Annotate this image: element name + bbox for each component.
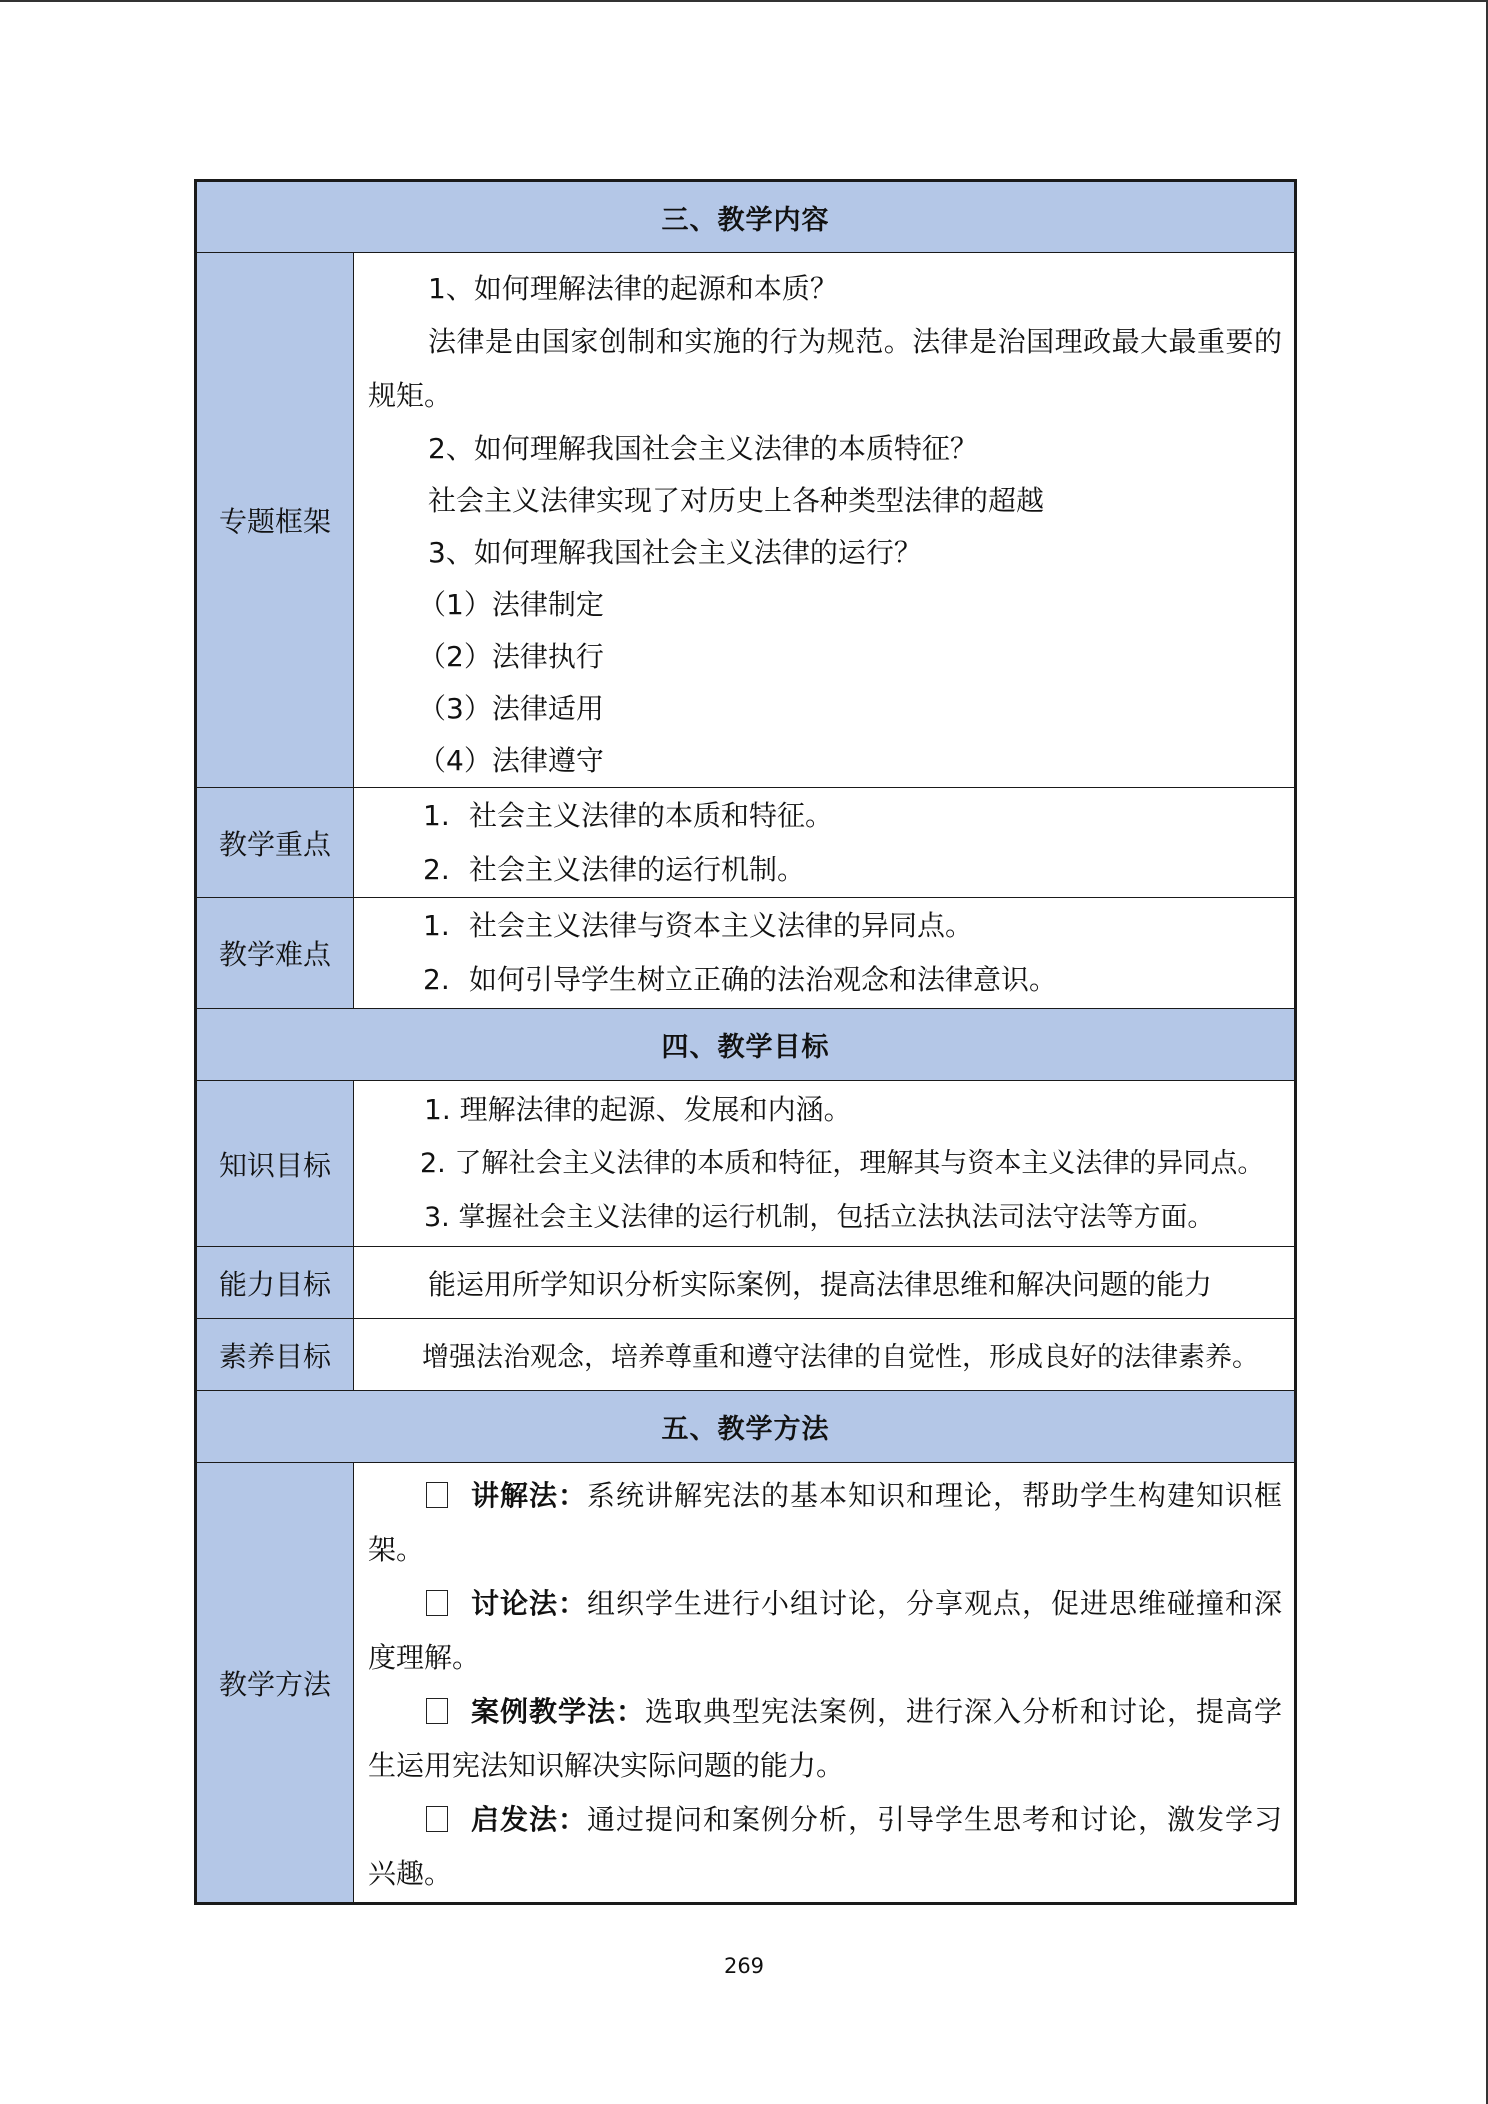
checkbox-bullet-icon [426,1590,448,1616]
key-points-label: 教学重点 [196,788,354,898]
method-4-desc: 通过提问和案例分析，引导学生思考和讨论，激发学习兴趣。 [368,1803,1282,1890]
ability-content [354,1247,1296,1319]
difficulties-label: 教学难点 [196,898,354,1009]
method-item-2 [368,1577,1282,1685]
section5-header-row [196,1391,1296,1463]
section4-title: 四、教学目标 [196,1009,1296,1081]
method-item-3 [368,1685,1282,1793]
section4-header-row [196,1009,1296,1081]
knowledge-item-1: 1. 理解法律的起源、发展和内涵。 [424,1092,852,1126]
lesson-plan-table [194,179,1297,1905]
method-item-1 [368,1469,1282,1577]
section5-title: 五、教学方法 [196,1391,1296,1463]
key-point-1-text: 社会主义法律的本质和特征。 [469,798,834,832]
method-1-name: 讲解法： [470,1479,587,1512]
framework-item-4: （4）法律遵守 [418,744,604,777]
difficulty-2-text: 如何引导学生树立正确的法治观念和法律意识。 [469,963,1058,996]
framework-item-3: （3）法律适用 [418,692,604,725]
difficulty-1 [368,899,1282,953]
difficulties-content [354,898,1296,1009]
method-item-4 [368,1793,1282,1901]
method-3-name: 案例教学法： [470,1695,645,1728]
framework-content [354,253,1296,788]
key-point-1-num: 1. [423,798,450,832]
framework-row [196,253,1296,788]
ability-text: 能运用所学知识分析实际案例，提高法律思维和解决问题的能力 [428,1267,1213,1301]
key-point-2 [368,843,1282,897]
method-1-desc: 系统讲解宪法的基本知识和理论，帮助学生构建知识框架。 [368,1479,1282,1566]
difficulty-2 [368,953,1282,1007]
method-3-desc: 选取典型宪法案例，进行深入分析和讨论，提高学生运用宪法知识解决实际问题的能力。 [368,1695,1282,1782]
section3-header-row [196,181,1296,253]
literacy-label: 素养目标 [196,1319,354,1391]
knowledge-row [196,1081,1296,1247]
checkbox-bullet-icon [426,1698,448,1724]
checkbox-bullet-icon [426,1482,448,1508]
page-top-border [0,0,1488,2]
methods-row [196,1463,1296,1904]
difficulty-2-num: 2. [423,963,450,996]
method-2-name: 讨论法： [470,1587,587,1620]
framework-a1: 法律是由国家创制和实施的行为规范。法律是治国理政最大最重要的规矩。 [368,325,1282,412]
framework-q3: 3、如何理解我国社会主义法律的运行？ [428,536,922,569]
framework-q2: 2、如何理解我国社会主义法律的本质特征？ [428,432,978,465]
knowledge-content [354,1081,1296,1247]
framework-item-1: （1）法律制定 [418,588,604,621]
framework-a2: 社会主义法律实现了对历史上各种类型法律的超越 [428,484,1045,517]
key-points-content [354,788,1296,898]
method-2-desc: 组织学生进行小组讨论，分享观点，促进思维碰撞和深度理解。 [368,1587,1282,1674]
framework-item-2: （2）法律执行 [418,640,604,673]
key-point-2-num: 2. [423,852,450,886]
difficulty-1-text: 社会主义法律与资本主义法律的异同点。 [469,909,974,942]
literacy-text: 增强法治观念，培养尊重和遵守法律的自觉性，形成良好的法律素养。 [422,1342,1259,1373]
key-point-2-text: 社会主义法律的运行机制。 [469,852,806,886]
key-points-row [196,788,1296,898]
methods-content [354,1463,1296,1904]
method-4-name: 启发法： [470,1803,587,1836]
literacy-content [354,1319,1296,1391]
key-point-1 [368,789,1282,843]
knowledge-item-2: 2. 了解社会主义法律的本质和特征，理解其与资本主义法律的异同点。 [420,1147,1265,1179]
knowledge-item-3: 3. 掌握社会主义法律的运行机制，包括立法执法司法守法等方面。 [424,1201,1215,1233]
framework-q1: 1、如何理解法律的起源和本质？ [428,272,838,305]
difficulties-row [196,898,1296,1009]
section3-title: 三、教学内容 [196,181,1296,253]
methods-label: 教学方法 [196,1463,354,1904]
page-number: 269 [723,1954,765,1978]
checkbox-bullet-icon [426,1806,448,1832]
literacy-row [196,1319,1296,1391]
ability-row [196,1247,1296,1319]
ability-label: 能力目标 [196,1247,354,1319]
framework-label: 专题框架 [196,253,354,788]
knowledge-label: 知识目标 [196,1081,354,1247]
difficulty-1-num: 1. [423,909,450,942]
